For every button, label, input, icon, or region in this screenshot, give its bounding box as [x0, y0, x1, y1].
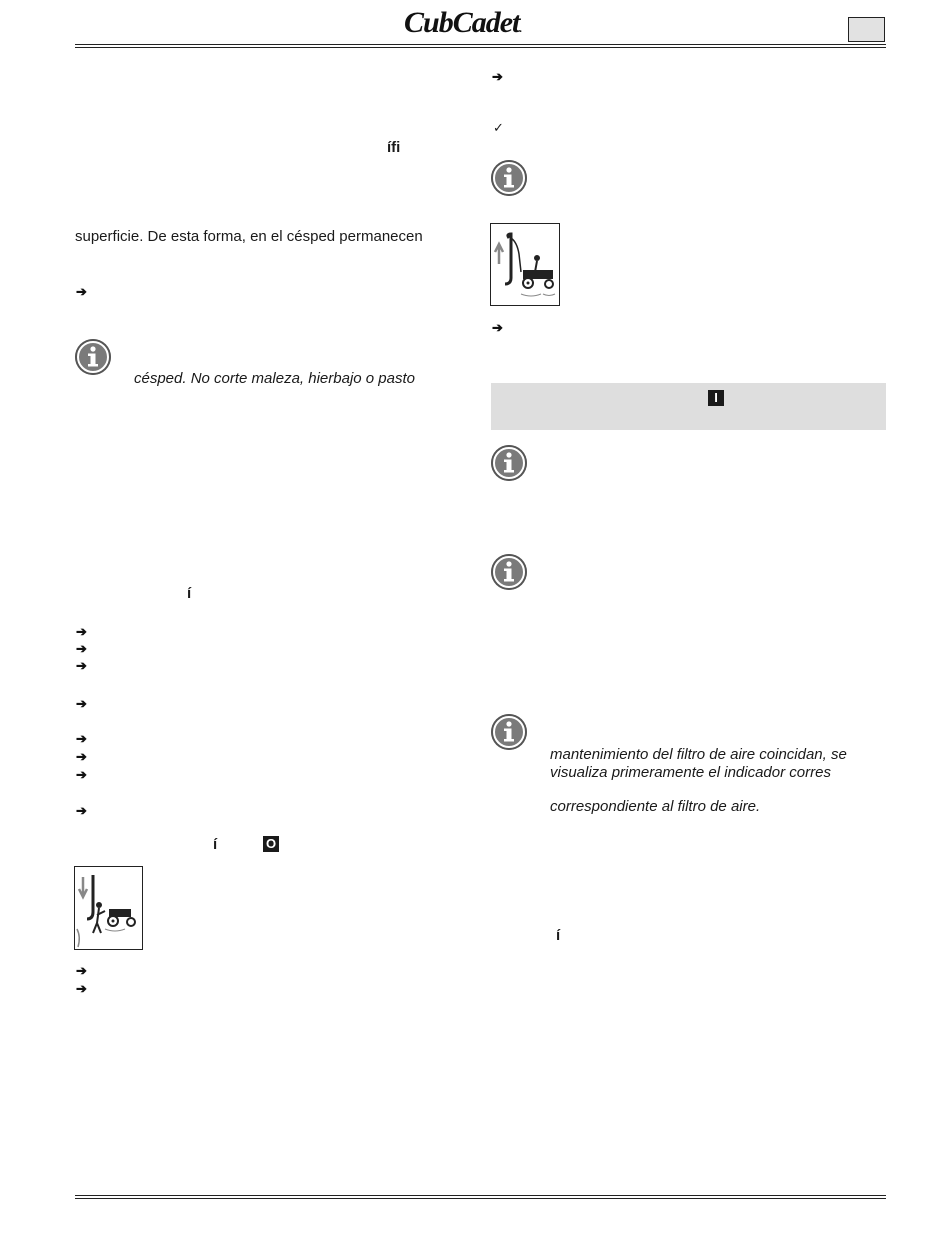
arrow-icon: ➔ [76, 803, 87, 818]
badge-i: I [708, 390, 724, 406]
paragraph-line: superficie. De esta forma, en el césped permanecen [75, 228, 423, 245]
info-icon [491, 445, 527, 481]
page-number-box [848, 17, 885, 42]
fragment-i-2: í [213, 836, 218, 853]
arrow-icon: ➔ [76, 696, 87, 711]
arrow-icon: ➔ [76, 658, 87, 673]
arrow-icon: ➔ [492, 320, 503, 335]
info-icon [491, 554, 527, 590]
arrow-icon: ➔ [492, 69, 503, 84]
section-heading-band [491, 383, 886, 430]
fragment-ifi: ífi [387, 139, 401, 156]
info-icon [491, 160, 527, 196]
arrow-icon: ➔ [76, 284, 87, 299]
arrow-icon: ➔ [76, 981, 87, 996]
check-mark: ✓ [493, 120, 504, 135]
brand-logo-text: CubCadet [404, 6, 520, 39]
header-rule-top [75, 44, 886, 45]
info-icon [491, 714, 527, 750]
footer-rule-bottom [75, 1198, 886, 1199]
note-line-2: visualiza primeramente el indicador corres [550, 764, 831, 781]
lever-up-icon [490, 223, 560, 306]
arrow-icon: ➔ [76, 767, 87, 782]
arrow-icon: ➔ [76, 641, 87, 656]
info-icon [75, 339, 111, 375]
note-italic: césped. No corte maleza, hierbajo o pasto [134, 370, 415, 387]
arrow-icon: ➔ [76, 963, 87, 978]
arrow-icon: ➔ [76, 731, 87, 746]
note-line-1: mantenimiento del filtro de aire coincidan, se [550, 746, 847, 763]
fragment-i-1: í [187, 585, 192, 602]
note-line-3: correspondiente al filtro de aire. [550, 798, 761, 815]
badge-o: O [263, 836, 279, 852]
brand-logo [404, 6, 521, 40]
arrow-icon: ➔ [76, 624, 87, 639]
footer-rule-top [75, 1195, 886, 1196]
brand-logo-mark: . [519, 24, 521, 35]
lever-down-icon [74, 866, 143, 950]
fragment-i-3: í [556, 927, 561, 944]
arrow-icon: ➔ [76, 749, 87, 764]
header-rule-bottom [75, 47, 886, 48]
